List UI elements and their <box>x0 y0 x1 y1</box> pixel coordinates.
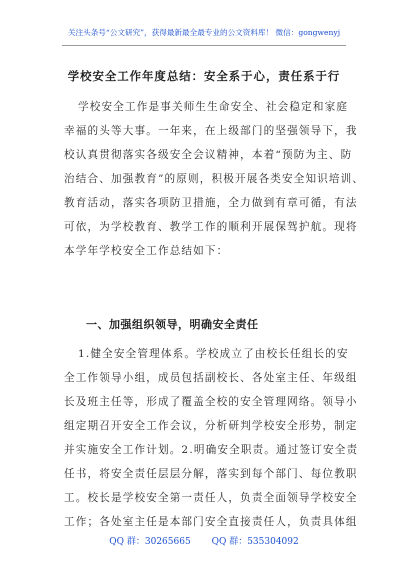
paragraph-line: 工作；各处室主任是本部门安全直接责任人，负责具体组 <box>64 516 358 528</box>
paragraph-line: 幸福的头等大事。一年来，在上级部门的坚强领导下，我 <box>64 125 358 137</box>
footer <box>0 534 408 547</box>
paragraph-line: 并实施安全工作计划。2.明确安全职责。通过签订安全责 <box>64 444 359 456</box>
paragraph-line: 治结合、加强教育”的原则，积极开展各类安全知识培训、 <box>64 173 365 185</box>
paragraph-line: 长及班主任等，形成了覆盖全校的安全管理网络。领导小 <box>64 396 358 408</box>
paragraph-line: 工。校长是学校安全第一责任人，负责全面领导学校安全 <box>64 492 358 504</box>
paragraph-line: 任书，将安全责任层层分解，落实到每个部门、每位教职 <box>64 468 358 480</box>
paragraph-line: 本学年学校安全工作总结如下： <box>64 245 229 257</box>
paragraph-line: 学校安全工作是事关师生生命安全、社会稳定和家庭 <box>78 101 349 113</box>
paragraph-line: 校认真贯彻落实各级安全会议精神，本着“预防为主、防 <box>64 149 353 161</box>
document-title: 学校安全工作年度总结：安全系于心，责任系于行 <box>67 69 341 83</box>
paragraph-line: 可依，为学校教育、教学工作的顺利开展保驾护航。现将 <box>64 221 358 233</box>
paragraph-line: 组定期召开安全工作会议，分析研判学校安全形势，制定 <box>64 420 358 432</box>
footer-qq-group-2: QQ 群：535304092 <box>211 537 299 547</box>
header-divider <box>62 45 346 46</box>
paragraph-line: 1.健全安全管理体系。学校成立了由校长任组长的安 <box>78 348 349 360</box>
paragraph-line: 全工作领导小组，成员包括副校长、各处室主任、年级组 <box>64 372 358 384</box>
section-heading: 一、加强组织领导，明确安全责任 <box>86 318 259 331</box>
header-note: 关注头条号“公文研究”，获得最新最全最专业的公文资料库！ 微信：gongwenyj <box>67 28 341 37</box>
footer-qq-group-1: QQ 群：30265665 <box>109 537 191 547</box>
paragraph-line: 教育活动，落实各项防卫措施，全力做到有章可循，有法 <box>64 197 358 209</box>
